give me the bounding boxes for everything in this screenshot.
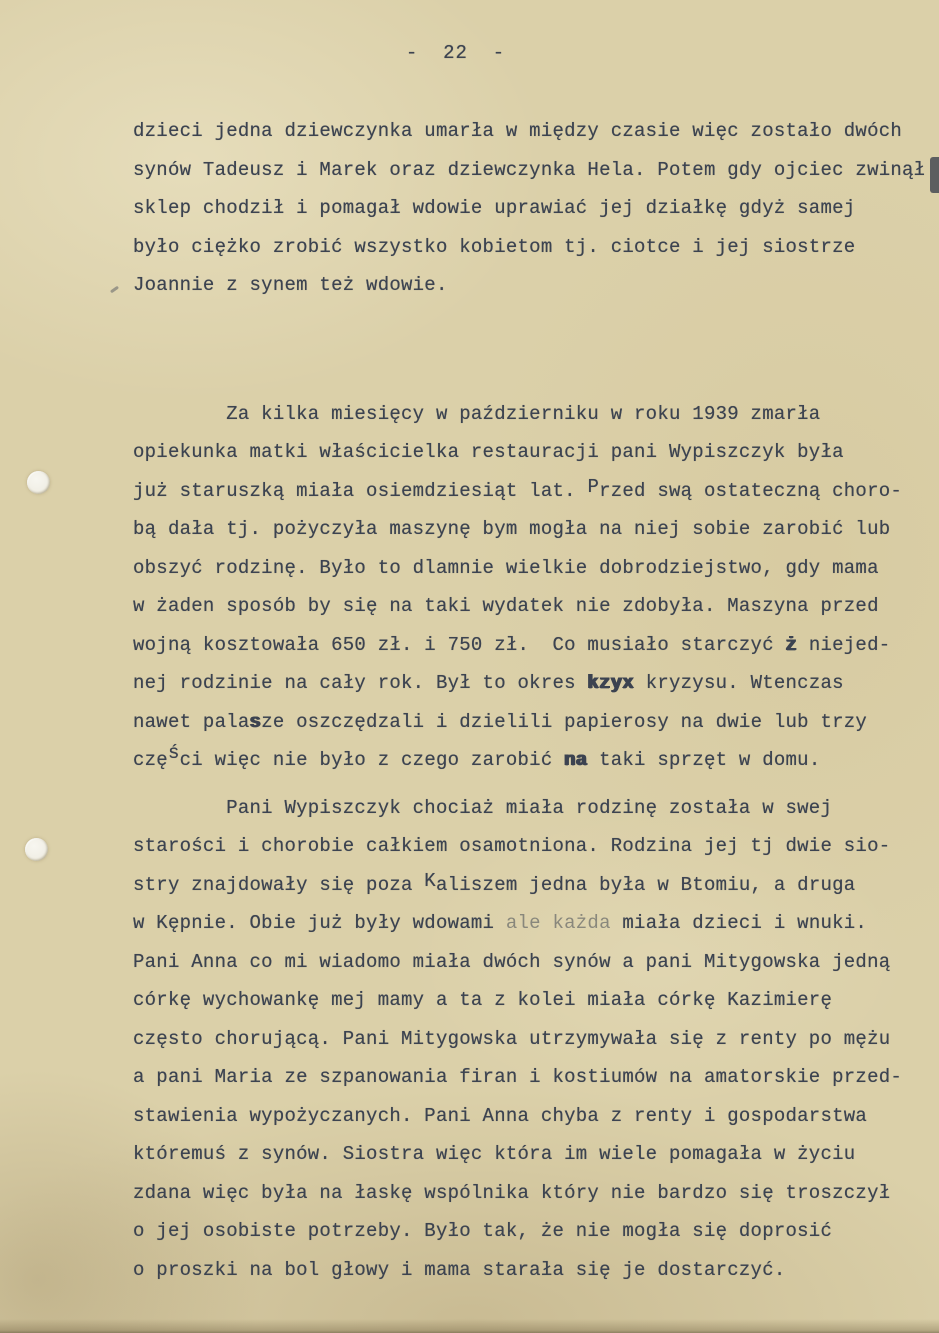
text-line — [133, 866, 939, 905]
text-line — [133, 1212, 939, 1251]
text-segment: starości i chorobie całkiem osamotniona. Rodzina jej tj dwie sio- — [133, 835, 891, 857]
text-segment-raised: K — [424, 869, 436, 892]
text-segment: czę — [133, 749, 168, 771]
text-segment: Za kilka miesięcy w październiku w roku 1939 zmarła — [133, 402, 821, 425]
text-segment-ov: ż — [785, 633, 798, 656]
text-segment: już staruszką miała osiemdziesiąt lat. — [133, 479, 588, 502]
text-line — [133, 1135, 939, 1174]
scan-edge-mark — [930, 157, 939, 193]
text-segment: zdana więc była na łaskę wspólnika który nie bardzo się troszczył — [133, 1181, 891, 1204]
text-line — [133, 433, 939, 472]
text-segment: ze oszczędzali i dzielili papierosy na dwie lub trzy — [261, 710, 868, 733]
paragraph — [133, 789, 939, 1290]
text-segment: a pani Maria ze szpanowania firan i kostiumów na amatorskie przed- — [133, 1066, 903, 1088]
text-segment: nej rodzinie na cały rok. Był to okres — [133, 672, 588, 694]
text-segment: wojną kosztowała 650 zł. i 750 zł. Co musiało starczyć — [133, 633, 786, 656]
text-line — [133, 904, 939, 943]
text-segment: w Kępnie. Obie już były wdowami — [133, 912, 506, 934]
text-segment: nawet pala — [133, 710, 250, 733]
text-segment-raised: P — [587, 475, 600, 498]
text-segment: ci więc nie było z czego zarobić — [179, 749, 565, 771]
text-segment: Pani Wypiszczyk chociaż miała rodzinę została w swej — [133, 796, 833, 819]
text-segment: niejed- — [797, 633, 891, 656]
text-segment: opiekunka matki właścicielka restauracji pani Wypiszczyk była — [133, 441, 844, 463]
text-segment: dzieci jedna dziewczynka umarła w między czasie więc zostało dwóch — [133, 120, 903, 142]
text-segment: o proszki na bol głowy i mama starała się je dostarczyć. — [133, 1258, 786, 1281]
text-line — [133, 703, 939, 742]
stray-ink-mark — [110, 286, 119, 294]
text-segment: taki sprzęt w domu. — [587, 749, 821, 771]
text-segment: często chorującą. Pani Mitygowska utrzymywała się z renty po mężu — [133, 1027, 891, 1050]
punch-hole-top — [27, 471, 50, 494]
text-segment: o jej osobiste potrzeby. Było tak, że nie mogła się doprosić — [133, 1220, 833, 1242]
paragraph — [133, 395, 939, 780]
text-line — [133, 626, 939, 665]
text-segment: synów Tadeusz i Marek oraz dziewczynka Hela. Potem gdy ojciec zwinął — [133, 158, 926, 181]
text-segment: obszyć rodzinę. Było to dlamnie wielkie dobrodziejstwo, gdy mama — [133, 556, 879, 579]
text-line — [133, 789, 939, 828]
text-segment: rzed swą ostateczną choro- — [599, 479, 903, 502]
text-segment: miała dzieci i wnuki. — [610, 912, 868, 934]
text-line — [133, 943, 939, 982]
text-segment: któremuś z synów. Siostra więc która im wiele pomagała w życiu — [133, 1143, 856, 1165]
text-line — [133, 112, 939, 151]
text-line — [133, 549, 939, 588]
text-segment: sklep chodził i pomagał wdowie uprawiać jej działkę gdyż samej — [133, 197, 856, 219]
text-line — [133, 1251, 939, 1290]
text-line — [133, 827, 939, 866]
text-body — [133, 112, 939, 1289]
text-line — [133, 664, 939, 703]
text-line — [133, 510, 939, 549]
text-segment: stawienia wypożyczanych. Pani Anna chyba z renty i gospodarstwa — [133, 1104, 868, 1127]
text-segment-faint: ale każda — [505, 912, 611, 934]
text-segment-ov: kzyx — [587, 672, 635, 694]
text-segment: stry znajdowały się poza — [133, 873, 425, 896]
text-line — [133, 1097, 939, 1136]
text-line — [133, 228, 939, 267]
text-segment-ov: na — [564, 749, 588, 771]
text-line — [133, 1174, 939, 1213]
page-number: - 22 - — [405, 42, 506, 64]
punch-hole-bottom — [25, 838, 48, 861]
text-line — [133, 741, 939, 780]
text-segment: Pani Anna co mi wiadomo miała dwóch synów a pani Mitygowska jedną — [133, 950, 891, 973]
text-line — [133, 981, 939, 1020]
text-line — [133, 472, 939, 511]
text-segment: było ciężko zrobić wszystko kobietom tj. ciotce i jej siostrze — [133, 235, 856, 258]
text-line — [133, 266, 939, 305]
text-segment-sup: ś — [167, 742, 180, 764]
text-line — [133, 1020, 939, 1059]
text-segment-ov: s — [249, 710, 262, 733]
paragraph — [133, 112, 939, 305]
text-segment: bą dała tj. pożyczyła maszynę bym mogła na niej sobie zarobić lub — [133, 518, 891, 540]
text-segment: Joannie z synem też wdowie. — [133, 274, 448, 296]
text-segment: w żaden sposób by się na taki wydatek nie zdobyła. Maszyna przed — [133, 595, 879, 617]
text-line — [133, 587, 939, 626]
text-line — [133, 151, 939, 190]
text-segment: kryzysu. Wtenczas — [634, 672, 844, 694]
text-line — [133, 1058, 939, 1097]
text-line — [133, 395, 939, 434]
text-segment: aliszem jedna była w Btomiu, a druga — [435, 873, 856, 896]
text-line — [133, 189, 939, 228]
text-segment: córkę wychowankę mej mamy a ta z kolei miała córkę Kazimierę — [133, 989, 833, 1011]
